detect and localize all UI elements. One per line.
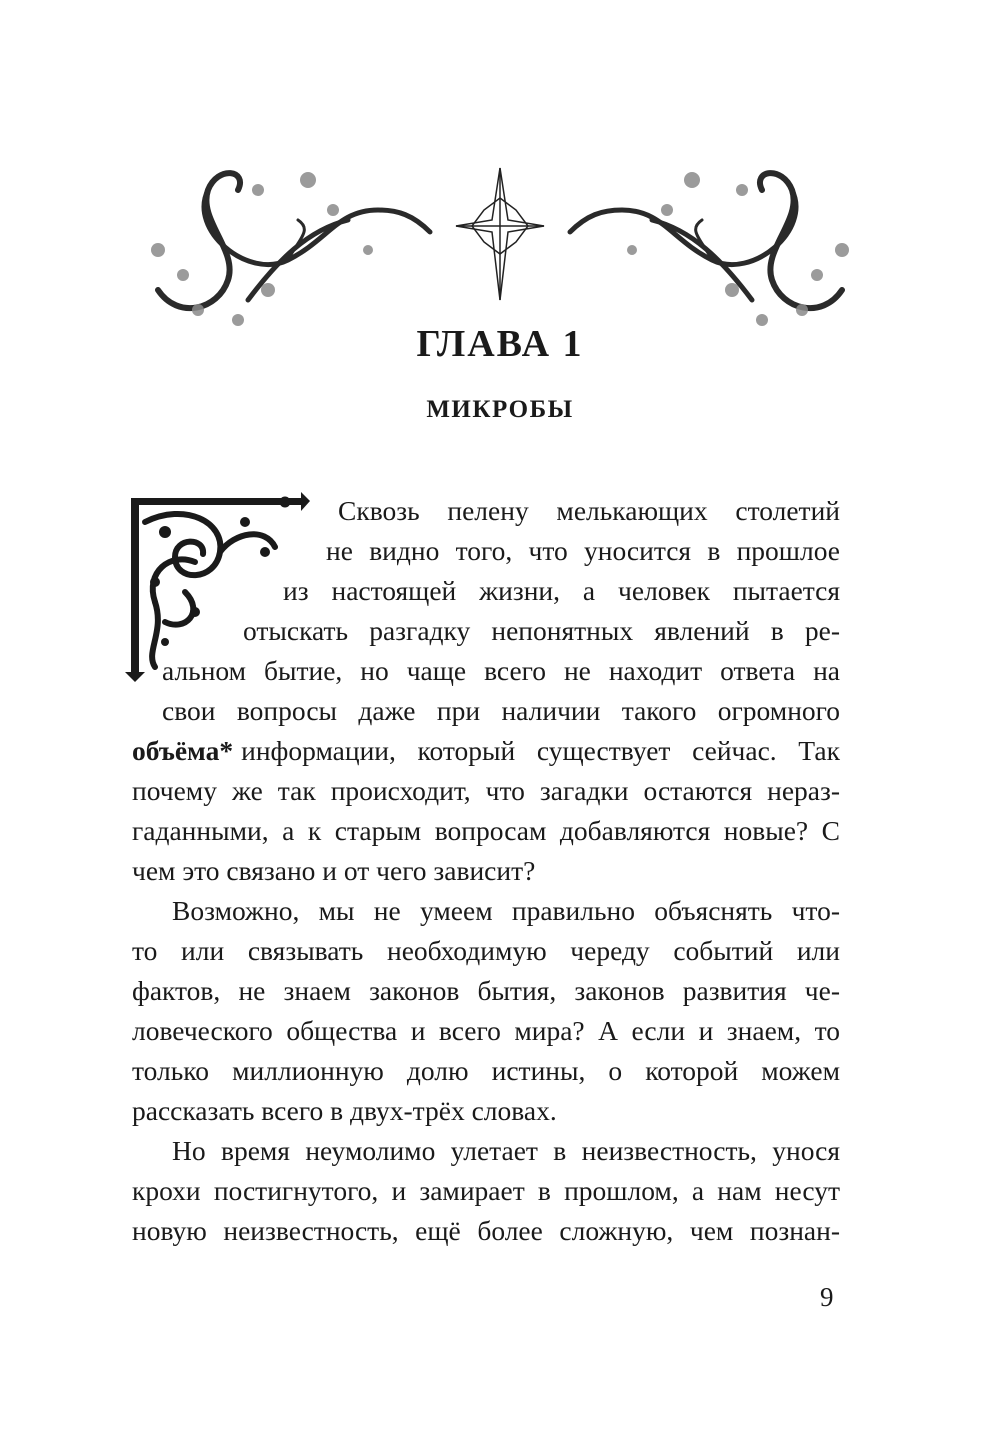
chapter-title: ГЛАВА 1 <box>416 323 584 365</box>
body-line: альном бытие, но чаще всего не находит ответа на <box>162 655 840 686</box>
body-line: Сквозь пелену мелькающих столетий <box>338 495 840 526</box>
body-line: ловеческого общества и всего мира? А если и знаем, то <box>132 1015 840 1046</box>
star-icon <box>456 168 544 300</box>
body-line: рассказать всего в двух-трёх словах. <box>132 1095 557 1126</box>
body-line: не видно того, что уносится в прошлое <box>326 535 840 566</box>
body-line: Возможно, мы не умеем правильно объяснять что- <box>172 895 840 926</box>
body-line: только миллионную долю истины, о которой можем <box>132 1055 840 1086</box>
body-line: чем это связано и от чего зависит? <box>132 855 536 886</box>
floral-ornament-header <box>138 150 862 330</box>
body-line: то или связывать необходимую череду событий или <box>132 935 840 966</box>
bold-term: объёма* <box>132 735 234 766</box>
body-line: из настоящей жизни, а человек пытается <box>283 575 840 606</box>
body-line: свои вопросы даже при наличии такого огромного <box>162 695 840 726</box>
body-line: новую неизвестность, ещё более сложную, чем познан- <box>132 1215 840 1246</box>
body-line: фактов, не знаем законов бытия, законов развития че- <box>132 975 840 1006</box>
body-line: информации, который существует сейчас. Так <box>241 735 840 766</box>
body-line: почему же так происходит, что загадки остаются нераз- <box>132 775 840 806</box>
page-number: 9 <box>820 1282 834 1312</box>
body-line: гаданными, а к старым вопросам добавляются новые? С <box>132 815 840 846</box>
chapter-subtitle: МИКРОБЫ <box>426 396 574 423</box>
body-line: крохи постигнутого, и замирает в прошлом, а нам несут <box>132 1175 840 1206</box>
body-line: Но время неумолимо улетает в неизвестность, унося <box>172 1135 840 1166</box>
body-line-with-term <box>132 731 840 771</box>
body-line: отыскать разгадку непонятных явлений в ре- <box>243 615 840 646</box>
